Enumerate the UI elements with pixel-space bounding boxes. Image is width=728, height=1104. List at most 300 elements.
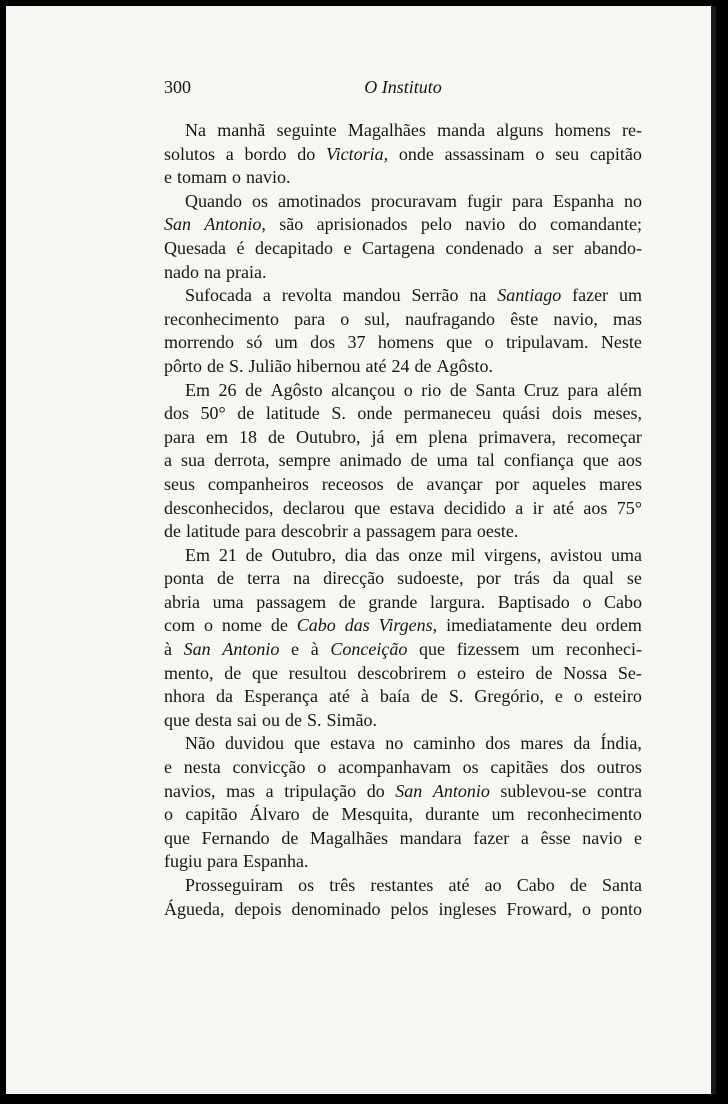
text-line — [164, 143, 642, 167]
word: Espanha. — [242, 851, 309, 872]
word: Outubro, — [295, 426, 361, 447]
word: Em — [185, 544, 210, 565]
word: o — [317, 757, 327, 778]
word: para — [567, 379, 599, 400]
word: ao — [484, 875, 502, 895]
word: o — [164, 804, 173, 825]
word: para — [440, 521, 472, 542]
word: de — [207, 355, 224, 376]
word: Gregório, — [474, 686, 544, 707]
word: um — [274, 332, 298, 353]
word: um — [618, 285, 642, 306]
word: ou — [261, 709, 280, 730]
word: assassinam — [444, 143, 525, 164]
word: de — [396, 473, 414, 494]
word: navios, — [164, 780, 216, 801]
word: no — [385, 733, 404, 754]
word: dia — [344, 544, 367, 565]
word: fazer — [572, 285, 609, 306]
word: caminho — [413, 733, 476, 754]
word: o — [484, 332, 494, 353]
word: praia. — [226, 261, 267, 282]
word: é — [236, 237, 245, 258]
word: navio. — [246, 167, 291, 188]
word: ingleses — [438, 898, 497, 919]
word: navio — [465, 214, 506, 235]
word: e — [633, 827, 642, 848]
text-line — [164, 284, 642, 308]
word: sul, — [364, 308, 390, 329]
word: San — [183, 639, 211, 660]
word: direcção — [323, 568, 385, 589]
word: até — [448, 875, 470, 895]
word: um — [491, 804, 515, 825]
word: oeste. — [476, 521, 519, 542]
word: do — [366, 780, 385, 801]
word: seguinte — [276, 120, 337, 140]
word: para — [511, 190, 543, 211]
word: esteiro — [593, 686, 642, 707]
word: virgens, — [484, 544, 542, 565]
word: homens — [554, 120, 611, 140]
text-line — [164, 473, 642, 497]
word: revolta — [281, 285, 332, 306]
word: de — [245, 379, 263, 400]
word: San — [395, 780, 423, 801]
page-edge-shadow — [711, 6, 716, 1094]
word: e — [164, 167, 172, 188]
word: e — [554, 686, 563, 707]
word: manda — [437, 120, 486, 140]
word: depois — [234, 898, 282, 919]
word: onde — [398, 143, 434, 164]
word: Baptisado — [497, 591, 570, 612]
word: nhora — [164, 686, 205, 707]
word: confiança — [503, 450, 574, 471]
word: Em — [185, 379, 210, 400]
text-line — [164, 756, 642, 780]
word: esteiro — [476, 662, 525, 683]
word: largura. — [430, 591, 486, 612]
word: tripulavam. — [506, 332, 589, 353]
word: Antonio — [432, 780, 490, 801]
word: Nossa — [563, 662, 608, 683]
word: desconhecidos, — [164, 497, 274, 518]
word: onde — [357, 403, 393, 424]
word: por — [476, 568, 501, 589]
text-line — [164, 732, 642, 756]
word: mas — [613, 308, 642, 329]
word: grande — [368, 591, 418, 612]
word: de — [535, 662, 553, 683]
word: morrendo — [164, 332, 234, 353]
word: S. — [306, 709, 322, 730]
word: plena — [428, 426, 468, 447]
word: que — [164, 709, 190, 730]
word: três — [329, 875, 356, 895]
word: abria — [164, 591, 200, 612]
text-line — [164, 119, 642, 143]
text-line — [164, 355, 642, 379]
word: decidido — [443, 497, 506, 518]
word: de — [164, 521, 181, 542]
word: 24 — [391, 355, 410, 376]
page-header — [164, 72, 642, 102]
word: Quando — [185, 190, 242, 211]
word: nesta — [183, 757, 221, 778]
word: de — [217, 568, 235, 589]
word: comandante; — [550, 214, 642, 235]
word: à — [164, 639, 172, 660]
word: Cruz — [523, 379, 559, 400]
word: Se- — [617, 662, 642, 683]
word: a — [520, 827, 529, 848]
word: tripulação — [284, 780, 357, 801]
word: de — [270, 615, 288, 636]
word: condenado — [445, 237, 524, 258]
word: das — [375, 544, 400, 565]
text-line — [164, 567, 642, 591]
word: acompanhavam — [337, 757, 451, 778]
word: para — [244, 521, 276, 542]
word: navio — [582, 827, 623, 848]
word: outros — [596, 757, 642, 778]
word: Santa — [475, 379, 516, 400]
word: os — [462, 757, 479, 778]
word: à — [310, 639, 319, 660]
word: capitão — [185, 804, 238, 825]
text-line — [164, 426, 642, 450]
word: quási — [502, 403, 541, 424]
word: tomam — [177, 167, 227, 188]
word: de — [237, 403, 255, 424]
word: pelo — [420, 214, 452, 235]
word: amotinados — [278, 190, 362, 211]
word: duvidou — [225, 733, 285, 754]
word: de — [449, 379, 467, 400]
word: dos — [164, 403, 190, 424]
word: só — [246, 332, 263, 353]
word: passagem — [256, 591, 327, 612]
word: e — [343, 237, 352, 258]
text-line — [164, 544, 642, 568]
word: fazer — [473, 827, 510, 848]
word: os — [298, 875, 315, 895]
word: derrota, — [214, 450, 270, 471]
word: solutos — [164, 143, 216, 164]
word: pôrto — [164, 355, 202, 376]
word: aos — [583, 497, 608, 518]
word: a — [265, 780, 274, 801]
word: trás — [513, 568, 540, 589]
word: de — [420, 686, 438, 707]
word: terra — [247, 568, 281, 589]
word: que — [164, 827, 190, 848]
word: durante — [425, 804, 480, 825]
word: do — [297, 143, 316, 164]
word: Cabo — [516, 875, 555, 895]
word: uma — [610, 544, 642, 565]
word: procuravam — [371, 190, 457, 211]
word: fugiu — [164, 851, 202, 872]
text-line — [164, 213, 642, 237]
word: Julião — [248, 355, 292, 376]
word: de — [312, 804, 330, 825]
word: de — [410, 450, 428, 471]
word: permaneceu — [403, 403, 491, 424]
word: rio — [421, 379, 442, 400]
word: Magalhães — [347, 120, 426, 140]
word: naufragando — [405, 308, 496, 329]
word: declarou — [282, 497, 345, 518]
word: estava — [330, 733, 376, 754]
word: passagem — [365, 521, 436, 542]
word: os — [252, 190, 269, 211]
word: Espanha — [552, 190, 614, 211]
word: o — [573, 686, 583, 707]
word: sai — [236, 709, 257, 730]
word: companheiros — [207, 473, 309, 494]
word: são — [279, 214, 304, 235]
word: animado — [339, 450, 402, 471]
word: Antonio — [222, 639, 280, 660]
word: decapitado — [255, 237, 333, 258]
word: para — [207, 851, 238, 872]
word: denominado — [291, 898, 381, 919]
running-title: O Instituto — [364, 77, 442, 97]
word: de — [267, 426, 285, 447]
word: baía — [379, 686, 410, 707]
word: seu — [555, 143, 580, 164]
word: qual — [582, 568, 614, 589]
word: mento, — [164, 662, 214, 683]
word: recomeçar — [566, 426, 642, 447]
word: até — [328, 686, 350, 707]
word: que — [582, 450, 609, 471]
word: 21 — [218, 544, 237, 565]
word: San — [164, 214, 191, 235]
word: dos — [485, 733, 511, 754]
text-line — [164, 614, 642, 638]
word: Prosseguiram — [185, 875, 283, 895]
word: de — [569, 875, 587, 895]
word: o — [203, 615, 213, 636]
word: Índia, — [600, 733, 642, 754]
word: meses, — [593, 403, 642, 424]
word: para — [294, 308, 326, 329]
word: Agôsto — [270, 379, 323, 400]
word: sempre — [278, 450, 331, 471]
word: a — [225, 143, 234, 164]
word: mandou — [342, 285, 401, 306]
word: bordo — [244, 143, 287, 164]
word: o — [340, 308, 350, 329]
word: aos — [617, 450, 642, 471]
word: de — [281, 827, 299, 848]
word: descobrir — [280, 521, 348, 542]
word: 50° — [200, 403, 226, 424]
word: da — [215, 686, 233, 707]
text-line — [164, 331, 642, 355]
word: com — [164, 615, 195, 636]
word: Conceição — [330, 639, 408, 660]
word: reconheci- — [566, 639, 642, 660]
word: se — [626, 568, 642, 589]
word: reconhecimento — [164, 308, 279, 329]
word: receosos — [321, 473, 384, 494]
text-line — [164, 709, 642, 733]
word: nado — [164, 261, 199, 282]
word: ponta — [164, 568, 204, 589]
word: até — [553, 497, 575, 518]
word: a — [164, 450, 172, 471]
text-line — [164, 874, 642, 898]
word: uma — [212, 591, 244, 612]
word: deu — [560, 615, 587, 636]
word: até — [365, 355, 387, 376]
word: o — [581, 898, 591, 919]
word: Cabo — [296, 615, 336, 636]
word: avançar — [426, 473, 483, 494]
book-page — [6, 6, 716, 1094]
word: restantes — [370, 875, 434, 895]
word: êste — [510, 308, 539, 329]
word: primavera, — [478, 426, 556, 447]
word: mas — [226, 780, 256, 801]
word: da — [573, 733, 591, 754]
word: em — [395, 426, 418, 447]
word: uma — [436, 450, 468, 471]
word: sua — [181, 450, 206, 471]
word: dois — [551, 403, 582, 424]
word: S. — [229, 355, 244, 376]
text-line — [164, 803, 642, 827]
word: das — [344, 615, 370, 636]
word: abando- — [584, 237, 642, 258]
word: Virgens, — [378, 615, 438, 636]
word: Não — [185, 733, 215, 754]
text-line — [164, 591, 642, 615]
text-line — [164, 827, 642, 851]
word: ser — [552, 237, 574, 258]
text-line — [164, 190, 642, 214]
word: S. — [448, 686, 464, 707]
text-line — [164, 308, 642, 332]
word: o — [457, 662, 467, 683]
text-line — [164, 402, 642, 426]
word: onze — [408, 544, 443, 565]
word: de — [284, 709, 302, 730]
text-line — [164, 166, 642, 190]
word: que — [251, 662, 278, 683]
word: homens — [377, 332, 434, 353]
word: imediatamente — [446, 615, 553, 636]
word: Cabo — [603, 591, 642, 612]
word: 75° — [616, 497, 642, 518]
body-text — [164, 119, 642, 921]
word: re- — [622, 120, 642, 140]
word: manhã — [217, 120, 266, 140]
word: de — [338, 591, 356, 612]
word: S. — [331, 403, 346, 424]
word: Victoria, — [326, 143, 389, 164]
word: mandara — [399, 827, 462, 848]
word: Neste — [600, 332, 642, 353]
word: Magalhães — [310, 827, 388, 848]
word: mares — [520, 733, 564, 754]
word: seus — [164, 473, 195, 494]
word: ir — [532, 497, 544, 518]
word: Álvaro — [249, 804, 300, 825]
word: Santiago — [497, 285, 562, 306]
word: a — [533, 237, 542, 258]
word: sublevou-se — [500, 780, 587, 801]
word: dos — [310, 332, 336, 353]
word: na — [469, 285, 487, 306]
word: latitude — [265, 403, 320, 424]
word: já — [371, 426, 385, 447]
word: Froward, — [506, 898, 572, 919]
word: alguns — [496, 120, 544, 140]
word: na — [293, 568, 311, 589]
word: aqueles — [532, 473, 587, 494]
word: a — [352, 521, 361, 542]
word: que — [354, 497, 381, 518]
word: Quesada — [164, 237, 226, 258]
word: o — [232, 167, 241, 188]
word: reconhecimento — [526, 804, 642, 825]
word: Fernando — [201, 827, 270, 848]
word: do — [518, 214, 537, 235]
word: dos — [560, 757, 586, 778]
word: tal — [476, 450, 495, 471]
word: Santa — [601, 875, 642, 895]
word: Outubro, — [271, 544, 336, 565]
word: e — [164, 757, 172, 778]
word: estava — [389, 497, 435, 518]
text-line — [164, 638, 642, 662]
word: o — [403, 379, 413, 400]
word: na — [204, 261, 221, 282]
word: pelos — [390, 898, 429, 919]
word: 37 — [347, 332, 366, 353]
text-line — [164, 261, 642, 285]
word: Simão. — [326, 709, 378, 730]
word: à — [360, 686, 369, 707]
text-line — [164, 379, 642, 403]
word: Sufocada — [185, 285, 252, 306]
word: navio, — [553, 308, 598, 329]
word: Mesquita, — [341, 804, 413, 825]
word: de — [224, 662, 242, 683]
word: convicção — [232, 757, 306, 778]
word: fizessem — [456, 639, 520, 660]
word: êsse — [540, 827, 571, 848]
page-number: 300 — [164, 77, 191, 97]
word: hibernou — [296, 355, 361, 376]
word: que — [446, 332, 473, 353]
word: da — [552, 568, 570, 589]
word: o — [582, 591, 592, 612]
word: ordem — [595, 615, 642, 636]
word: Cartagena — [362, 237, 435, 258]
word: além — [606, 379, 642, 400]
word: de — [245, 544, 263, 565]
word: que — [294, 733, 321, 754]
word: por — [495, 473, 520, 494]
word: a — [262, 285, 271, 306]
word: de — [414, 355, 432, 376]
